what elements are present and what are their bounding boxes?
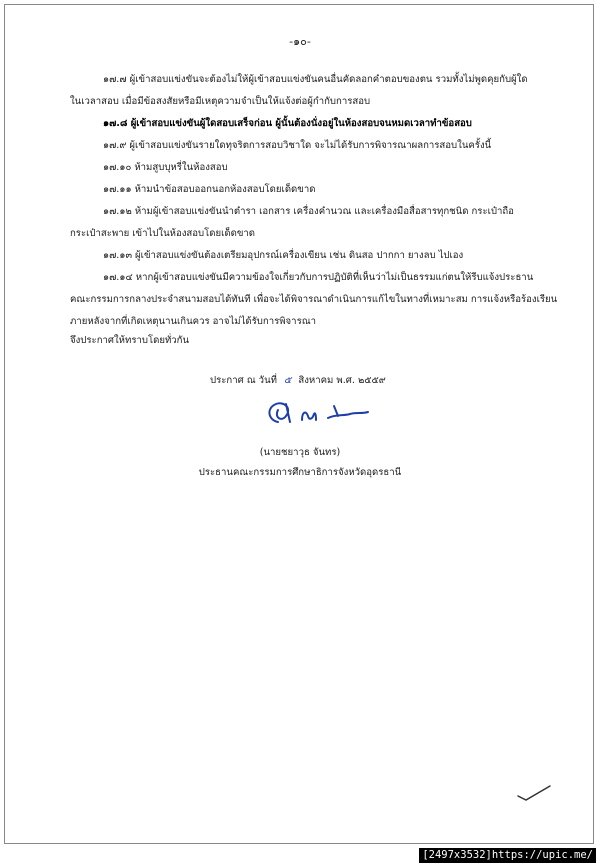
signer-position: ประธานคณะกรรมการศึกษาธิการจังหวัดอุดรธานี (198, 467, 402, 478)
rule-17-10 (70, 157, 570, 179)
rule-line: ๑๗.๙ ผู้เข้าสอบแข่งขันรายใดทุจริตการสอบวิชาใด จะไม่ได้รับการพิจารณาผลการสอบในครั้งนี้ (103, 140, 492, 151)
rules-list (70, 69, 570, 333)
initial-mark (516, 780, 552, 802)
handwritten-signature (262, 392, 372, 432)
rule-line: ๑๗.๑๐ ห้ามสูบบุหรี่ในห้องสอบ (103, 162, 228, 173)
rule-17-13 (70, 245, 570, 267)
rule-line: ๑๗.๘ ผู้เข้าสอบแข่งขันผู้ใดสอบเสร็จก่อน ผู้นั้นต้องนั่งอยู่ในห้องสอบจนหมดเวลาทำข้อสอบ (103, 118, 472, 129)
rule-line: คณะกรรมการกลางประจำสนามสอบได้ทันที เพื่อจะได้พิจารณาดำเนินการแก้ไขในทางที่เหมาะสม การแจ้งหรือร้องเรียน (70, 294, 558, 305)
dateline-prefix: ประกาศ ณ วันที่ (210, 375, 277, 386)
dateline-suffix: สิงหาคม พ.ศ. ๒๕๕๙ (298, 375, 386, 386)
image-host-watermark: [2497x3532]https://upic.me/ (419, 848, 596, 863)
rule-line: ในเวลาสอบ เมื่อมีข้อสงสัยหรือมีเหตุความจำเป็นให้แจ้งต่อผู้กำกับการสอบ (70, 96, 371, 107)
rule-17-14 (70, 267, 570, 333)
page-number: -๑๐- (289, 35, 311, 48)
rule-line: ๑๗.๗ ผู้เข้าสอบแข่งขันจะต้องไม่ให้ผู้เข้าสอบแข่งขันคนอื่นคัดลอกคำตอบของตน รวมทั้งไม่พูดคุยกับผู้ใด (103, 74, 528, 85)
dateline-day: ๕ (284, 375, 292, 386)
rule-17-12 (70, 201, 570, 245)
rule-17-11 (70, 179, 570, 201)
rule-17-9 (70, 135, 570, 157)
rule-line: ๑๗.๑๒ ห้ามผู้เข้าสอบแข่งขันนำตำรา เอกสาร เครื่องคำนวณ และเครื่องมือสื่อสารทุกชนิด กระเป๋าถือ (103, 206, 514, 217)
rule-17-8 (70, 113, 570, 135)
rule-line: ๑๗.๑๓ ผู้เข้าสอบแข่งขันต้องเตรียมอุปกรณ์เครื่องเขียน เช่น ดินสอ ปากกา ยางลบ ไปเอง (103, 250, 464, 261)
announcement: จึงประกาศให้ทราบโดยทั่วกัน (70, 335, 190, 346)
rule-line: ๑๗.๑๔ หากผู้เข้าสอบแข่งขันมีความข้องใจเกี่ยวกับการปฏิบัติที่เห็นว่าไม่เป็นธรรมแก่ตนให้รีบแจ้งประธาน (103, 272, 534, 283)
dateline (210, 373, 386, 388)
rule-line: ภายหลังจากที่เกิดเหตุนานเกินควร อาจไม่ได้รับการพิจารณา (70, 316, 317, 327)
rule-17-7 (70, 69, 570, 113)
rule-line: กระเป๋าสะพาย เข้าไปในห้องสอบโดยเด็ดขาด (70, 228, 256, 239)
rule-line: ๑๗.๑๑ ห้ามนำข้อสอบออกนอกห้องสอบโดยเด็ดขาด (103, 184, 316, 195)
signer-name: (นายชยาวุธ จันทร) (259, 447, 341, 458)
